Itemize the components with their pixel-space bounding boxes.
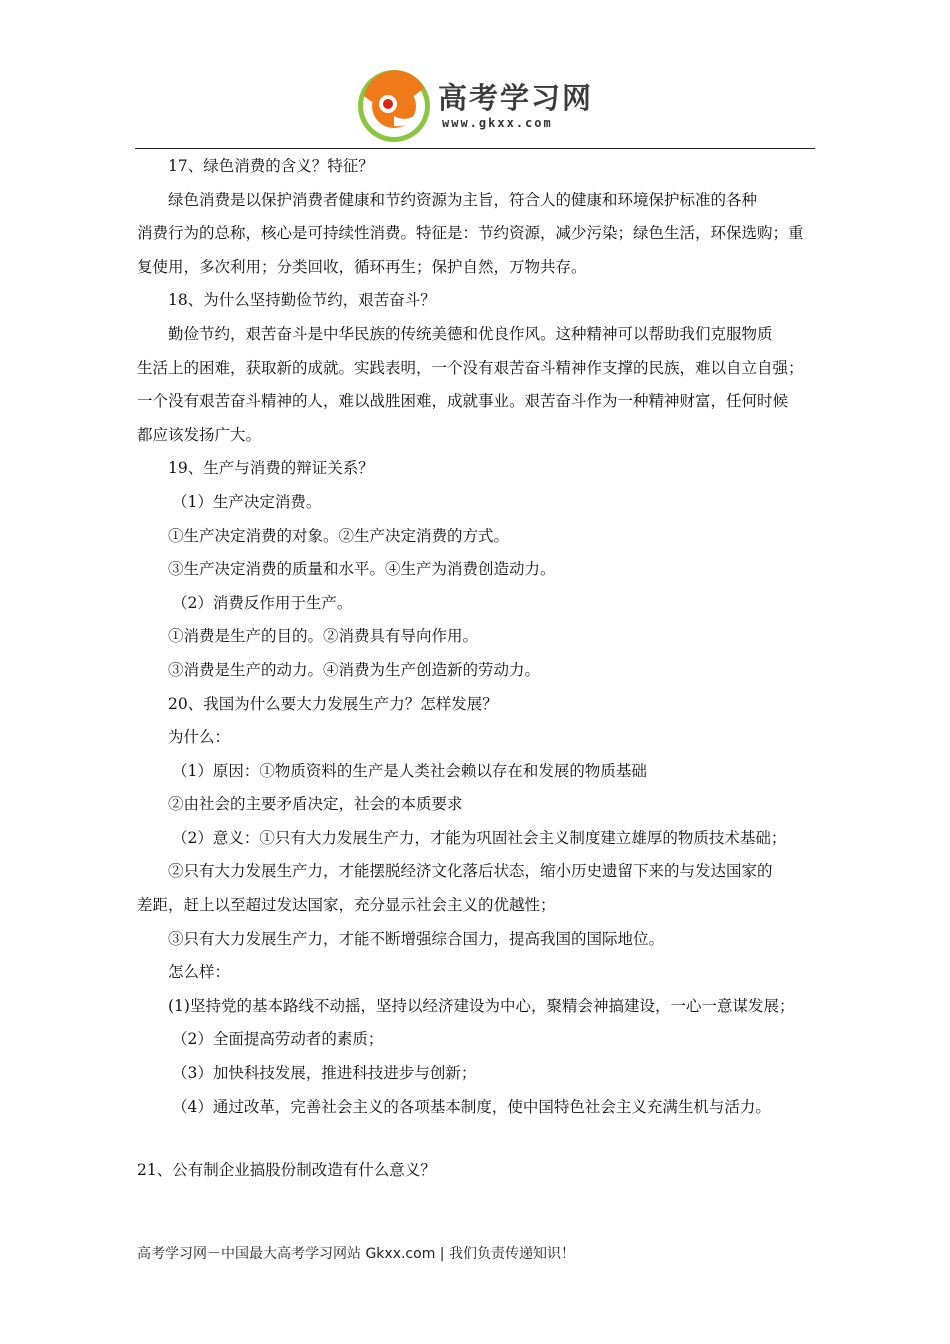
text-line: ③只有大力发展生产力，才能不断增强综合国力，提高我国的国际地位。 [168, 929, 665, 948]
text-line: 20、我国为什么要大力发展生产力？怎样发展？ [168, 694, 498, 713]
text-line: （1）原因：①物质资料的生产是人类社会赖以存在和发展的物质基础 [172, 761, 647, 780]
text-line: （3）加快科技发展，推进科技进步与创新； [172, 1064, 477, 1083]
text-line: ①生产决定消费的对象。②生产决定消费的方式。 [168, 526, 510, 545]
brand-name: 高考学习网 [438, 81, 594, 115]
text-line: 17、绿色消费的含义？特征？ [168, 157, 374, 175]
blank-line [137, 1124, 819, 1154]
text-line: 勤俭节约，艰苦奋斗是中华民族的传统美德和优良作风。这种精神可以帮助我们克服物质 [168, 324, 773, 343]
text-line: 19、生产与消费的辩证关系？ [168, 459, 374, 478]
gkxx-logo-icon [354, 66, 432, 146]
text-line: ①消费是生产的目的。②消费具有导向作用。 [168, 627, 479, 646]
header-divider [135, 148, 815, 149]
text-line: 消费行为的总称，核心是可持续性消费。特征是：节约资源，减少污染；绿色生活，环保选购；重 [137, 224, 804, 243]
text-line: 绿色消费是以保护消费者健康和节约资源为主旨，符合人的健康和环境保护标准的各种 [168, 190, 758, 209]
text-line: 为什么： [168, 728, 231, 747]
text-line: ③消费是生产的动力。④消费为生产创造新的劳动力。 [168, 660, 541, 679]
page-footer: 高考学习网－中国最大高考学习网站 Gkxx.com | 我们负责传递知识！ [137, 1246, 575, 1262]
text-line: 21、公有制企业搞股份制改造有什么意义？ [137, 1161, 436, 1180]
site-url: www.gkxx.com [442, 116, 553, 130]
text-line: （4）通过改革，完善社会主义的各项基本制度，使中国特色社会主义充满生机与活力。 [172, 1097, 771, 1116]
text-line: 生活上的困难，获取新的成就。实践表明，一个没有艰苦奋斗精神作支撑的民族，难以自立自强； [137, 358, 804, 377]
text-line: (1)坚持党的基本路线不动摇，坚持以经济建设为中心，聚精会神搞建设，一心一意谋发展； [168, 996, 795, 1015]
text-line: ③生产决定消费的质量和水平。④生产为消费创造动力。 [168, 560, 556, 579]
document-body [137, 150, 819, 1188]
text-line: 复使用，多次利用；分类回收，循环再生；保护自然，万物共存。 [137, 257, 587, 276]
text-line: 都应该发扬广大。 [137, 425, 262, 444]
text-line: 一个没有艰苦奋斗精神的人，难以战胜困难，成就事业。艰苦奋斗作为一种精神财富，任何时候 [137, 392, 789, 411]
text-line: ②只有大力发展生产力，才能摆脱经济文化落后状态，缩小历史遗留下来的与发达国家的 [168, 862, 773, 881]
text-line: （2）意义：①只有大力发展生产力，才能为巩固社会主义制度建立雄厚的物质技术基础； [172, 828, 787, 847]
text-line: （1）生产决定消费。 [172, 492, 322, 511]
text-line: 怎么样： [168, 963, 231, 982]
text-line: （2）消费反作用于生产。 [172, 593, 353, 612]
page-header [0, 60, 950, 150]
text-line: 18、为什么坚持勤俭节约，艰苦奋斗？ [168, 291, 436, 310]
text-line: （2）全面提高劳动者的素质； [172, 1030, 384, 1049]
text-line: ②由社会的主要矛盾决定，社会的本质要求 [168, 795, 463, 814]
text-line: 差距，赶上以至超过发达国家，充分显示社会主义的优越性； [137, 896, 556, 915]
